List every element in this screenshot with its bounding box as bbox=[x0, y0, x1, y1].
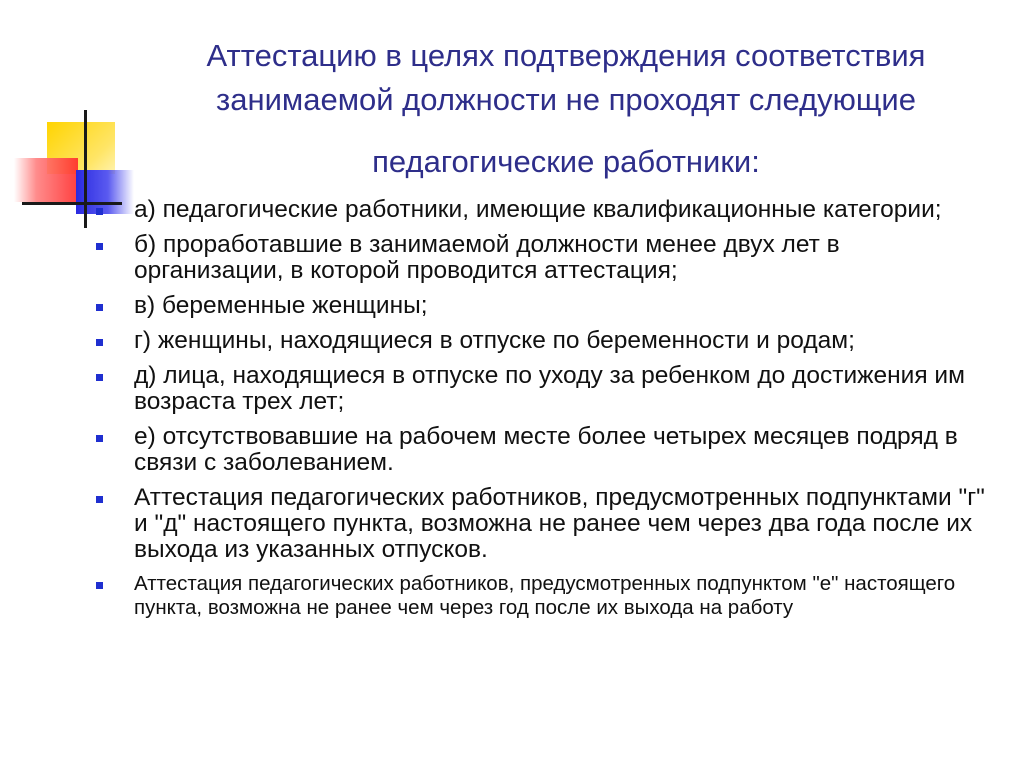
list-item-text: в) беременные женщины; bbox=[134, 292, 428, 319]
list-item-text: д) лица, находящиеся в отпуске по уходу за ребенком до достижения им возраста трех лет; bbox=[134, 362, 965, 415]
list-item bbox=[96, 363, 996, 415]
bullet-square-icon bbox=[96, 339, 103, 346]
list-item-text: а) педагогические работники, имеющие квалификационные категории; bbox=[134, 196, 942, 223]
title-line-3: педагогические работники: bbox=[372, 144, 760, 179]
list-item bbox=[96, 197, 996, 223]
decorative-vertical-line bbox=[84, 110, 87, 228]
bullet-square-icon bbox=[96, 374, 103, 381]
list-item-text: б) проработавшие в занимаемой должности менее двух лет в организации, в которой проводится аттестация; bbox=[134, 231, 840, 284]
list-item-text: г) женщины, находящиеся в отпуске по беременности и родам; bbox=[134, 327, 855, 354]
bullet-square-icon bbox=[96, 304, 103, 311]
list-item bbox=[96, 328, 996, 354]
bullet-square-icon bbox=[96, 496, 103, 503]
decorative-red-square bbox=[14, 158, 78, 202]
list-item bbox=[96, 424, 996, 476]
bullet-square-icon bbox=[96, 582, 103, 589]
bullet-list bbox=[96, 197, 996, 629]
slide-title bbox=[160, 34, 972, 184]
bullet-square-icon bbox=[96, 243, 103, 250]
bullet-square-icon bbox=[96, 208, 103, 215]
list-item bbox=[96, 293, 996, 319]
list-item bbox=[96, 485, 996, 563]
list-item bbox=[96, 232, 996, 284]
title-line-2: занимаемой должности не проходят следующие bbox=[216, 82, 916, 117]
bullet-square-icon bbox=[96, 435, 103, 442]
title-line-1: Аттестацию в целях подтверждения соответствия bbox=[206, 38, 926, 73]
list-item-text: Аттестация педагогических работников, предусмотренных подпунктами "г" и "д" настоящего пункта, возможна не ранее чем через два года после их выхода из указанных отпусков. bbox=[134, 484, 985, 563]
list-item bbox=[96, 572, 996, 620]
list-item-text: Аттестация педагогических работников, предусмотренных подпунктом "е" настоящего пункта, возможна не ранее чем через год после их выхода на работу bbox=[134, 572, 956, 619]
list-item-text: е) отсутствовавшие на рабочем месте более четырех месяцев подряд в связи с заболеванием. bbox=[134, 423, 958, 476]
